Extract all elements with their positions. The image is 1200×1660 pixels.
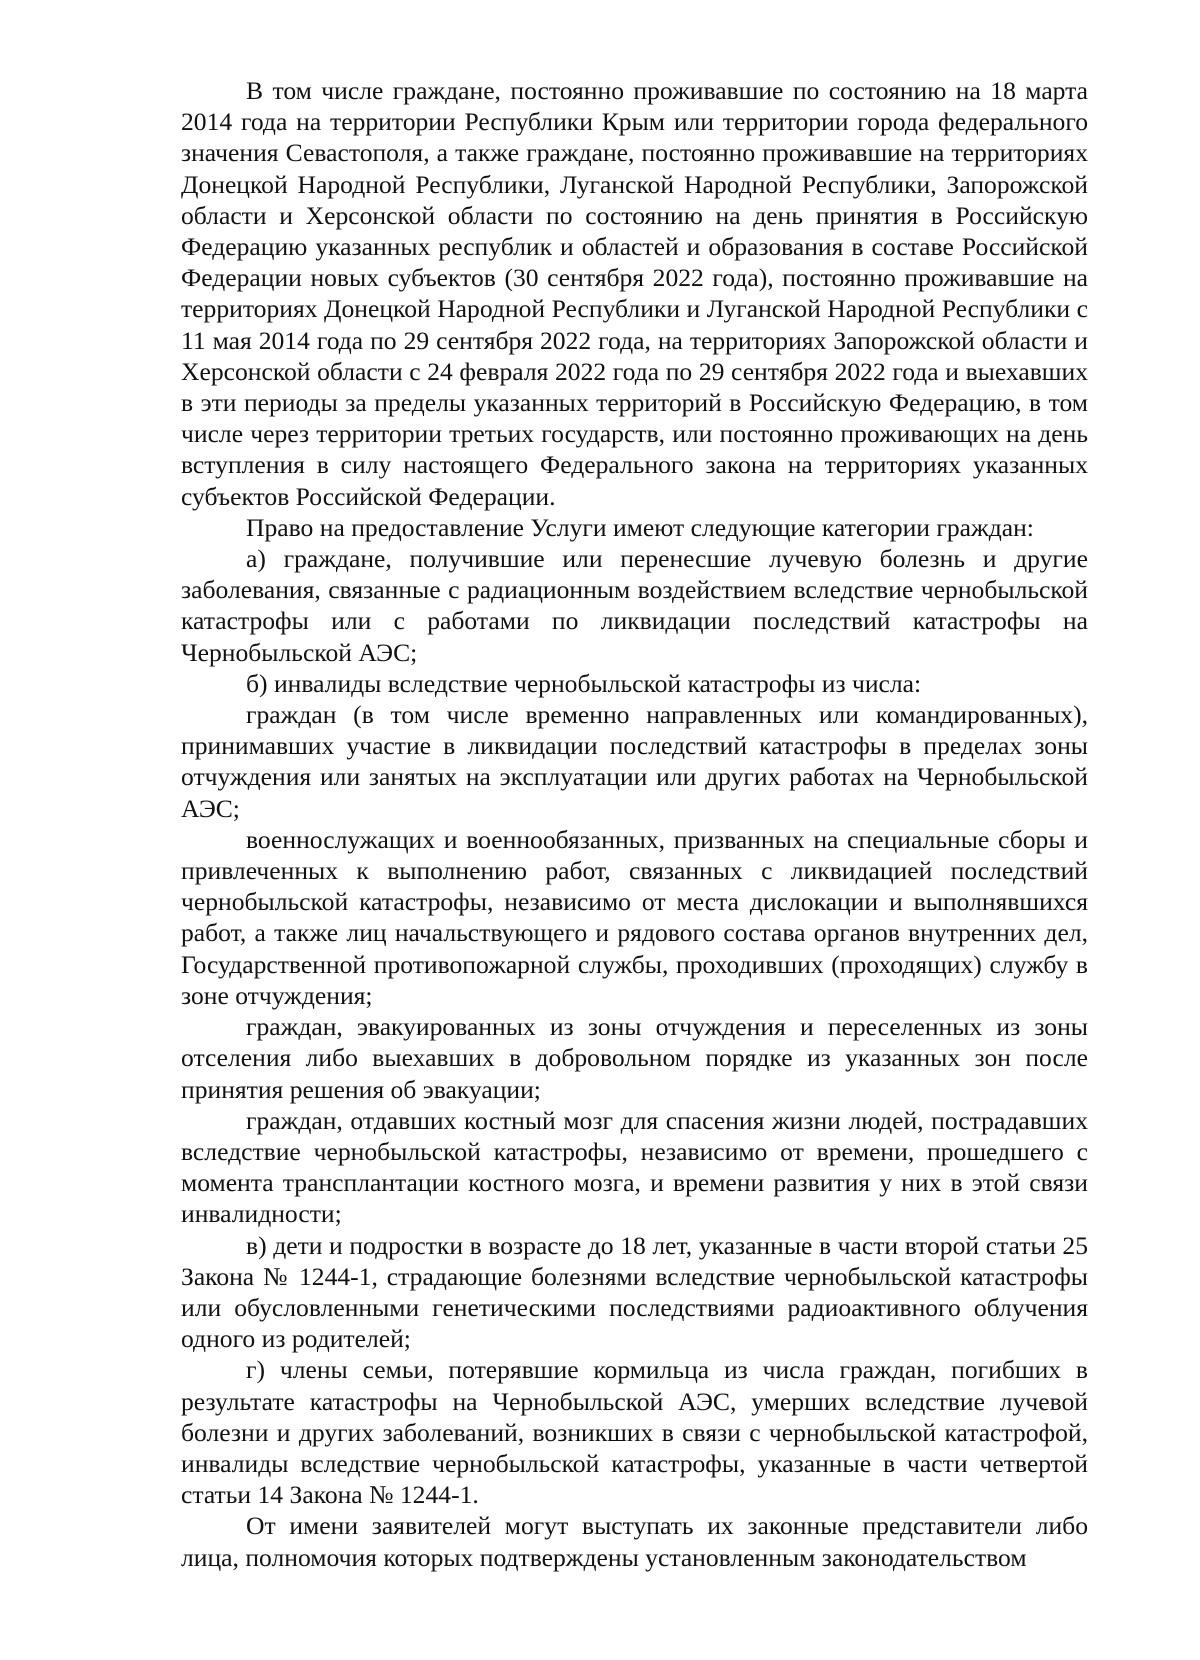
paragraph-representatives: От имени заявителей могут выступать их законные представители либо лица, полномочия которых подтверждены установленным законодательством bbox=[181, 1511, 1088, 1572]
paragraph-residents: В том числе граждане, постоянно проживавшие по состоянию на 18 марта 2014 года на территории Республики Крым или территории города федерального значения Севастополя, а также граждане, постоянно проживавшие на территориях Донецкой Народной Республики, Луганской Народной Республики, Запорожской области и Херсонской области по состоянию на день принятия в Российскую Федерацию указанных республик и областей и образования в составе Российской Федерации новых субъектов (30 сентября 2022 года), постоянно проживавшие на территориях Донецкой Народной Республики и Луганской Народной Республики с 11 мая 2014 года по 29 сентября 2022 года, на территориях Запорожской области и Херсонской области с 24 февраля 2022 года по 29 сентября 2022 года и выехавших в эти периоды за пределы указанных территорий в Российскую Федерацию, в том числе через территории третьих государств, или постоянно проживающих на день вступления в силу настоящего Федерального закона на территориях указанных субъектов Российской Федерации. bbox=[181, 76, 1088, 511]
paragraph-item-b: б) инвалиды вследствие чернобыльской катастрофы из числа: bbox=[246, 668, 922, 698]
paragraph-item-b-evacuated: граждан, эвакуированных из зоны отчуждения и переселенных из зоны отселения либо выехавших в добровольном порядке из указанных зон после принятия решения об эвакуации; bbox=[181, 1012, 1088, 1104]
paragraph-item-b-military: военнослужащих и военнообязанных, призванных на специальные сборы и привлеченных к выполнению работ, связанных с ликвидацией последствий чернобыльской катастрофы, независимо от места дислокации и выполнявшихся работ, а также лиц начальствующего и рядового состава органов внутренних дел, Государственной противопожарной службы, проходивших (проходящих) службу в зоне отчуждения; bbox=[181, 824, 1088, 1010]
paragraph-item-b-liquidators: граждан (в том числе временно направленных или командированных), принимавших участие в ликвидации последствий катастрофы в пределах зоны отчуждения или занятых на эксплуатации или других работах на Чернобыльской АЭС; bbox=[181, 700, 1088, 823]
paragraph-categories-intro: Право на предоставление Услуги имеют следующие категории граждан: bbox=[246, 512, 1034, 542]
paragraph-item-v: в) дети и подростки в возрасте до 18 лет, указанные в части второй статьи 25 Закона № 1244-1, страдающие болезнями вследствие чернобыльской катастрофы или обусловленными генетическими последствиями радиоактивного облучения одного из родителей; bbox=[181, 1230, 1088, 1354]
paragraph-item-b-donors: граждан, отдавших костный мозг для спасения жизни людей, пострадавших вследствие чернобыльской катастрофы, независимо от времени, прошедшего с момента трансплантации костного мозга, и времени развития у них в этой связи инвалидности; bbox=[181, 1105, 1088, 1229]
paragraph-item-g: г) члены семьи, потерявшие кормильца из числа граждан, погибших в результате катастрофы на Чернобыльской АЭС, умерших вследствие лучевой болезни и других заболеваний, возникших в связи с чернобыльской катастрофой, инвалиды вследствие чернобыльской катастрофы, указанные в части четвертой статьи 14 Закона № 1244-1. bbox=[181, 1355, 1088, 1510]
document-page bbox=[181, 75, 1088, 1573]
paragraph-item-a: а) граждане, получившие или перенесшие лучевую болезнь и другие заболевания, связанные с радиационным воздействием вследствие чернобыльской катастрофы или с работами по ликвидации последствий катастрофы на Чернобыльской АЭС; bbox=[181, 544, 1088, 667]
